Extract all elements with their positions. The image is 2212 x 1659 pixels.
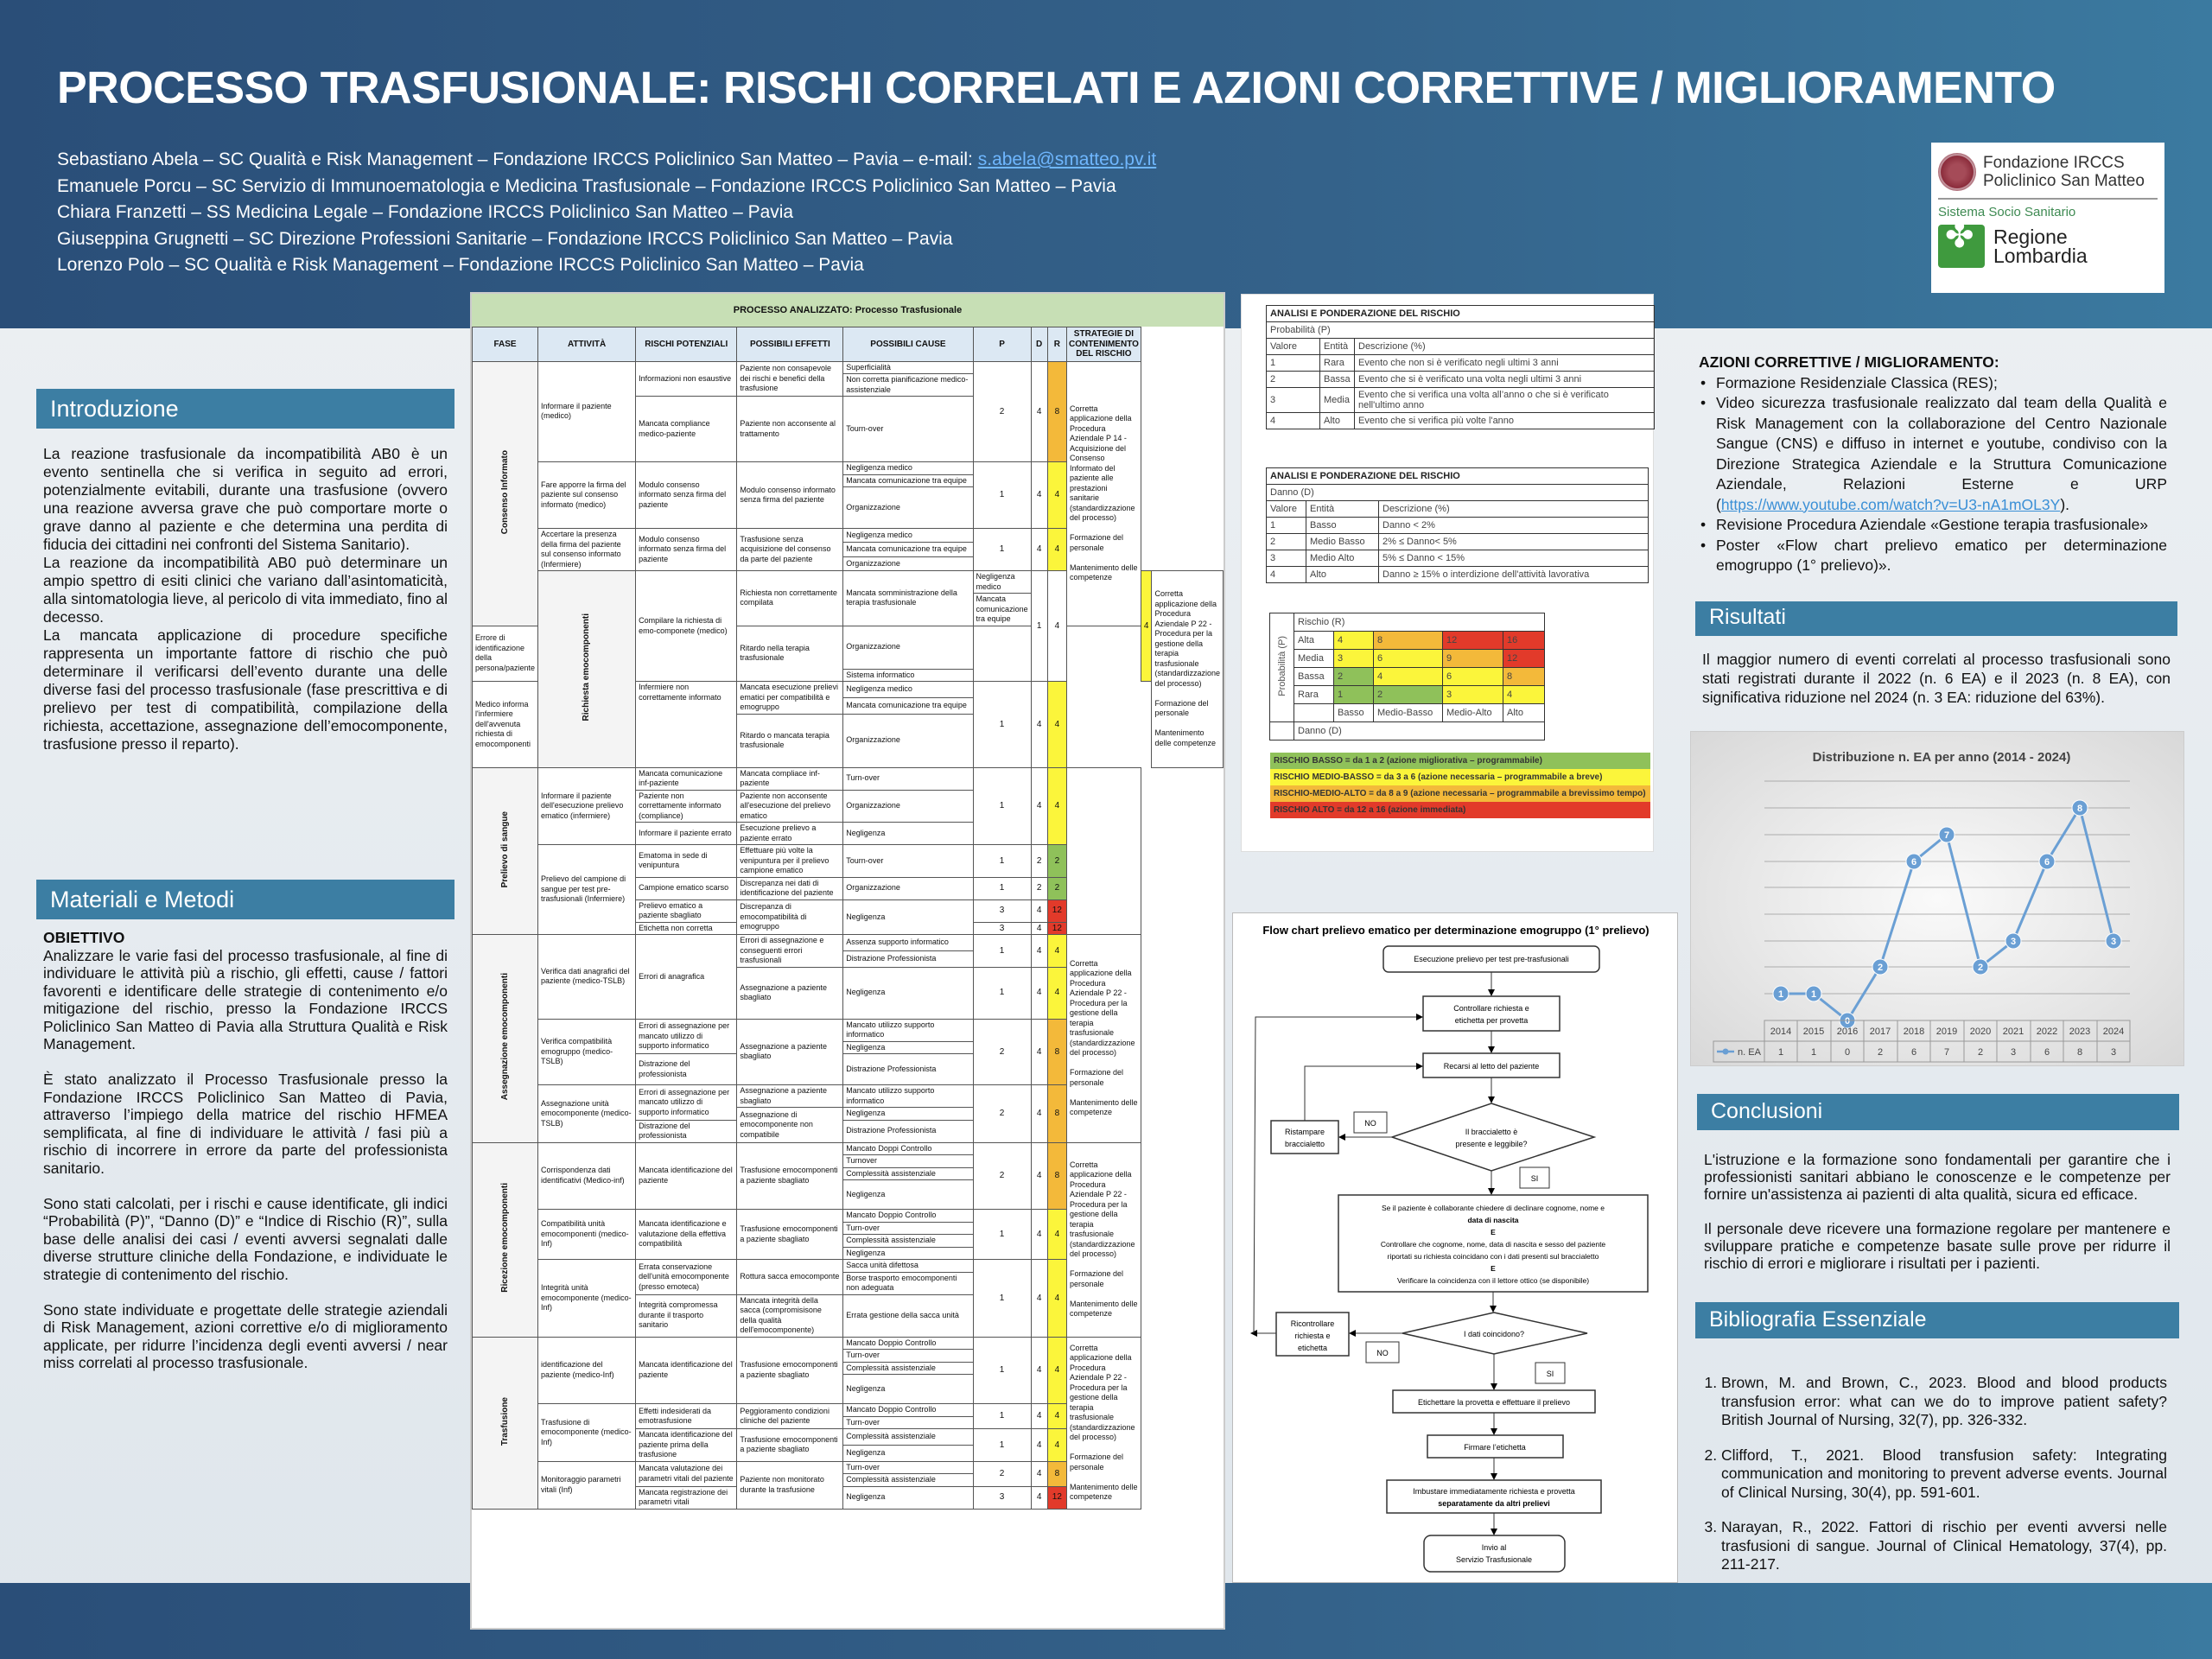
- table-row: Accertare la presenza della firma del paziente sul consenso informato (Infermiere) Modulo consenso informato senza firma del paziente Trasfusione senza acquisizione del consenso da parte del paziente Negligenza medico 1 4 4: [473, 529, 1224, 543]
- table-row: Negligenza: [473, 1445, 1224, 1461]
- svg-text:2017: 2017: [1869, 1027, 1891, 1037]
- table-row: Turn-over: [473, 1416, 1224, 1429]
- svg-text:2018: 2018: [1903, 1027, 1925, 1037]
- materiali-text: OBIETTIVO Analizzare le varie fasi del processo trasfusionale, al fine di individuare le attività più a rischio, gli effetti, cause / fattori favorenti e identificare delle strategie di contenimento e/o mitigazione del rischio, presso la Fondazione IRCCS Policlinico San Matteo di Pavia alla Struttura Qualità e Risk Management. È stato analizzato il Processo Trasfusionale presso la Fondazione IRCCS Policlinico San Matteo di Pavia, attraverso l’impiego della matrice del rischio HFMEA semplificata, al fine di individuare le attività / fasi più a rischio di incorrere in errore da parte del professionista sanitario. Sono stati calcolati, per i rischi e cause identificate, gli indici “Probabilità (P)”, “Danno (D)” e “Indice di Rischio (R)”, sulla base delle analisi dei casi / eventi avversi segnalati dalle diverse strutture cliniche della Fondazione, e individuate le strategie di contenimento del rischio. Sono state individuate e progettate delle strategie aziendali di Risk Management, azioni correttive e/o di miglioramento applicate, per ridurre l’incidenza degli eventi avversi / near miss correlati al processo trasfusionale.: [43, 929, 448, 1371]
- svg-text:Invio al: Invio al: [1481, 1543, 1507, 1552]
- table-row: Campione ematico scarso Discrepanza nei dati di identificazione del paziente Organizzazione 1 2 2: [473, 877, 1224, 899]
- reference-item: 3. Narayan, R., 2022. Fattori di rischio per eventi avversi nelle trasfusioni di sangue. Journal of Clinical Hematology, 37(4), pp. 211-217.: [1721, 1518, 2167, 1574]
- section-heading-introduzione: Introduzione: [36, 389, 454, 429]
- svg-text:presente e leggibile?: presente e leggibile?: [1455, 1140, 1528, 1148]
- table-row: Prelievo ematico a paziente sbagliato Discrepanza di emocompatibilità di emogruppo Negligenza 3 4 12: [473, 899, 1224, 922]
- svg-text:separatamente da altri preliev: separatamente da altri prelievi: [1438, 1499, 1550, 1508]
- risk-table: FASE ATTIVITÀ RISCHI POTENZIALI POSSIBILI EFFETTI POSSIBILI CAUSE P D R STRATEGIE DI CONTENIMENTO DEL RISCHIO Consenso Informato Informare il paziente (medico) Informazioni non esaustive Paziente non consapevole dei rischi e benefici della trasfusione Superficialità 2 4 8 Corretta applicazione della Procedura Aziendale P 14 - Acquisizione del Consenso Informato del paziente alle prestazioni sanitarie (standardizzazione del processo) Formazione del personale Mantenimento delle competenze Non corretta pianificazione medico-assistenziale Mancata compliance medico-paziente Paziente non acconsente al trattamento Tourn-over Fare apporre la firma del paziente sul consenso informato (medico) Modulo consenso informato senza firma del paziente Modulo consenso informato senza firma del paziente Negligenza medico 1 4 4 Mancata comunicazione tra equipe Organizzazione Accertare la presenza della firma del paziente sul consenso informato (Infermiere) Modulo consenso informato senza firma del paziente Trasfusione senza acquisizione del consenso da parte del paziente Negligenza medico 1 4 4 Mancata comunicazione tra equipe Organizzazione Richiesta emocomponenti Compilare la richiesta di emo-componete (medico) Richiesta non correttamente compilata Mancata somministrazione della terapia trasfusionale Negligenza medico 1 4 4 Corretta applicazione della Procedura Aziendale P 22 - Procedura per la gestione della terapia trasfusionale (standardizzazione del processo) Formazione del personale Mantenimento delle competenze Mancata comunicazione tra equipe Errore di identificazione della persona/paziente Ritardo nella terapia trasfusionale Organizzazione Sistema informatico Medico informa l'infermiere dell'avvenuta richiesta di emocomponenti Infermiere non correttamente informato Mancata esecuzione prelievi ematici per compatibilità e emogruppo Negligenza medico 1 4 4 Mancata comunicazione tra equipe Ritardo o mancata terapia trasfusionale Organizzazione Prelievo di sangue Informare il paziente dell'esecuzione prelievo ematico (infermiere) Mancata comunicazione inf-paziente Mancata compliace inf-paziente Turn-over 1 4 4 Paziente non correttamente informato (compliance) Paziente non acconsente all'esecuzione del prelievo ematico Organizzazione Informare il paziente errato Esecuzione prelievo a paziente errato Negligenza Prelievo del campione di sangue per test pre-trasfusionali (Infermiere) Ematoma in sede di venipuntura Effettuare più volte la venipuntura per il prelievo campione ematico Tourn-over 1 2 2 Campione ematico scarso Discrepanza nei dati di identificazione del paziente Organizzazione 1 2 2 Prelievo ematico a paziente sbagliato Discrepanza di emocompatibilità di emogruppo Negligenza 3 4 12 Etichetta non corretta 3 4 12 Assegnazione emocomponenti Verifica dati anagrafici del paziente (medico-TSLB) Errori di anagrafica Errori di assegnazione e conseguenti errori trasfusionali Assenza supporto informatico 1 4 4 Corretta applicazione della Procedura Aziendale P 22 - Procedura per la gestione della terapia trasfusionale (standardizzazione del processo) Formazione del personale Mantenimento delle competenze Distrazione Professionista Assegnazione a paziente sbagliato Negligenza 1 4 4 Verifica compatibilità emogruppo (medico-TSLB) Errori di assegnazione per mancato utilizzo di supporto informatico Assegnazione a paziente sbagliato Mancato utilizzo supporto informatico 2 4 8 Negligenza Distrazione del professionista Distrazione Professionista Assegnazione unità emocomponente (medico-TSLB) Errori di assegnazione per mancato utilizzo di supporto informatico Assegnazione a paziente sbagliato Mancato utilizzo supporto informatico 2 4 8 Assegnazione di emocomponente non compatibile Negligenza Distrazione del professionista Distrazione Professionista Ricezione emocomponenti Corrispondenza dati identificativi (Medico-inf) Mancata identificazione del paziente Trasfusione emocomponenti a paziente sbagliato Mancato Doppi Controllo 2 4 8 Corretta applicazione della Procedura Aziendale P 22 - Procedura per la gestione della terapia trasfusionale (standardizzazione del processo) Formazione del personale Mantenimento delle competenze Turnover Complessità assistenziale Negligenza Compatibilità unità emocomponenti (medico-Inf) Mancata identificazione e valutazione della effettiva compatibilità Trasfusione emocomponenti a paziente sbagliato Mancato Doppio Controllo 1 4 4 Turn-over Complessità assistenziale Negligenza Integrità unità emocomponente (medico-Inf) Errata conservazione dell'unità emocomponente (presso emoteca) Rottura sacca emocomponte Sacca unità difettosa 1 4 4 Borse trasporto emocomponenti non adeguata Integrità compromessa durante il trasporto sanitario Mancata integrità della sacca (compromisisone della qualità dell'emocomponente) Errata gestione della sacca unità Trasfusione identificazione del paziente (medico-Inf) Mancata identificazione del paziente Trasfusione emocomponenti a paziente sbagliato Mancato Doppio Controllo 1 4 4 Corretta applicazione della Procedura Aziendale P 22 - Procedura per la gestione della terapia trasfusionale (standardizzazione del processo) Formazione del personale Mantenimento delle competenze Turn-over Complessità assistenziale Negligenza Trasfusione di emocomponente (medico-Inf) Effetti indesiderati da emotrasfusione Peggioramento condizioni cliniche del paziente Mancato Doppio Controllo 1 4 4 Turn-over Mancata identificazione del paziente prima della trasfusione Trasfusione emocomponenti a paziente sbagliato Complessità assistenziale 1 4 4 Negligenza Monitoraggio parametri vitali (Inf) Mancata valutazione dei parametri vitali del paziente Paziente non monitorato durante la trasfusione Turn-over 2 4 8 Complessità assistenziale Mancata registrazione dei parametri vitali Negligenza 3 4 12: [472, 327, 1224, 1510]
- table-row: Complessità assistenziale: [473, 1235, 1224, 1248]
- regione-lombardia-icon: [1938, 225, 1985, 268]
- section-heading-conclusioni: Conclusioni: [1697, 1094, 2179, 1130]
- introduzione-text: La reazione trasfusionale da incompatibilità AB0 è un evento sentinella che si verifica in seguito ad errori, potenzialmente evitabili, durante una trasfusione (ovvero una reazione avversa grave che può comportare morte o grave danno al paziente e che determina una perdita di fiducia dei cittadini nei confronti del Sistema Sanitario). La reazione da incompatibilità AB0 può determinare un ampio spettro di esiti clinici che variano dall’asintomaticità, alla sintomatologia lieve, al pericolo di vita immediato, fino al decesso. La mancata applicazione di procedure specifiche rappresenta un importante fattore di rischio che può determinare il verificarsi dell’evento durante una delle diverse fasi del processo trasfusionale (fase prescrittiva e di prelievo per test di compatibilità, compilazione della richiesta, accettazione, assegnazione dell’emocomponente, trasfusione presso il reparto).: [43, 445, 448, 753]
- section-heading-risultati: Risultati: [1695, 601, 2177, 636]
- svg-text:6: 6: [1910, 857, 1917, 868]
- svg-text:riportati su richiesta coincid: riportati su richiesta coincidano con i dati presenti sul braccialetto: [1387, 1252, 1599, 1261]
- table-row: Complessità assistenziale: [473, 1474, 1224, 1487]
- table-row: Prelievo di sangue Informare il paziente dell'esecuzione prelievo ematico (infermiere) Mancata comunicazione inf-paziente Mancata compliace inf-paziente Turn-over 1 4 4: [473, 767, 1224, 790]
- line-chart: [1690, 731, 2184, 1066]
- svg-text:Controllare richiesta e: Controllare richiesta e: [1453, 1004, 1529, 1013]
- svg-text:7: 7: [1943, 1047, 1950, 1058]
- author-line: Lorenzo Polo – SC Qualità e Risk Management – Fondazione IRCCS Policlinico San Matteo – Pavia: [57, 255, 864, 275]
- author-line: Giuseppina Grugnetti – SC Direzione Professioni Sanitarie – Fondazione IRCCS Policlinico San Matteo – Pavia: [57, 228, 953, 249]
- table-row: Prelievo del campione di sangue per test pre-trasfusionali (Infermiere) Ematoma in sede di venipuntura Effettuare più volte la venipuntura per il prelievo campione ematico Tourn-over 1 2 2: [473, 845, 1224, 878]
- author-line: Chiara Franzetti – SS Medicina Legale – Fondazione IRCCS Policlinico San Matteo – Pavia: [57, 202, 794, 222]
- table-row: Turn-over: [473, 1222, 1224, 1235]
- svg-text:0: 0: [1844, 1016, 1851, 1027]
- svg-text:3: 3: [2110, 1047, 2117, 1058]
- table-row: Ritardo o mancata terapia trasfusionale Organizzazione: [473, 714, 1224, 767]
- list-item: • Poster «Flow chart prelievo ematico per determinazione emogruppo (1° prelievo)».: [1699, 536, 2167, 576]
- table-row: Non corretta pianificazione medico-assistenziale: [473, 374, 1224, 397]
- svg-text:Etichettare la provetta e effe: Etichettare la provetta e effettuare il prelievo: [1418, 1398, 1570, 1407]
- author-line: Emanuele Porcu – SC Servizio di Immunoematologia e Medicina Trasfusionale – Fondazione IRCCS Policlinico San Matteo – Pavia: [57, 175, 1116, 196]
- table-row: Mancata comunicazione tra equipe: [473, 474, 1224, 487]
- bibliography: [1699, 1374, 2167, 1591]
- svg-text:E: E: [1491, 1264, 1496, 1273]
- risultati-text: Il maggior numero di eventi correlati al processo trasfusionali sono stati registrati durante il 2022 (n. 6 EA) e il 2023 (n. 8 EA), con significativa riduzione nel 2024 (n. 3 EA: riduzione del 63%).: [1702, 651, 2171, 706]
- table-row: Organizzazione: [473, 556, 1224, 570]
- svg-text:E: E: [1491, 1228, 1496, 1236]
- svg-text:8: 8: [2076, 804, 2083, 814]
- svg-text:0: 0: [1844, 1047, 1851, 1058]
- table-row: Turnover: [473, 1155, 1224, 1168]
- svg-text:3: 3: [2010, 1047, 2017, 1058]
- table-row: Compatibilità unità emocomponenti (medico-Inf) Mancata identificazione e valutazione della effettiva compatibilità Trasfusione emocomponenti a paziente sbagliato Mancato Doppio Controllo 1 4 4: [473, 1210, 1224, 1223]
- svg-text:6: 6: [1910, 1047, 1917, 1058]
- table-row: Trasfusione di emocomponente (medico-Inf) Effetti indesiderati da emotrasfusione Peggioramento condizioni cliniche del paziente Mancato Doppio Controllo 1 4 4: [473, 1404, 1224, 1417]
- table-row: Verifica compatibilità emogruppo (medico-TSLB) Errori di assegnazione per mancato utilizzo di supporto informatico Assegnazione a paziente sbagliato Mancato utilizzo supporto informatico 2 4 8: [473, 1019, 1224, 1041]
- flowchart: [1232, 912, 1678, 1583]
- svg-text:Esecuzione prelievo per test p: Esecuzione prelievo per test pre-trasfusionali: [1414, 955, 1569, 963]
- svg-text:2014: 2014: [1770, 1027, 1792, 1037]
- email-link[interactable]: s.abela@smatteo.pv.it: [977, 149, 1157, 169]
- svg-text:I dati coincidono?: I dati coincidono?: [1463, 1330, 1525, 1338]
- svg-text:2016: 2016: [1836, 1027, 1859, 1037]
- poster-title: PROCESSO TRASFUSIONALE: RISCHI CORRELATI E AZIONI CORRETTIVE / MIGLIORAMENTO: [57, 63, 2056, 113]
- svg-text:1: 1: [1777, 989, 1784, 1000]
- table-row: Sistema informatico: [473, 669, 1224, 682]
- svg-text:2015: 2015: [1802, 1027, 1825, 1037]
- table-row: Paziente non correttamente informato (compliance) Paziente non acconsente all'esecuzione del prelievo ematico Organizzazione: [473, 790, 1224, 823]
- svg-text:1: 1: [1810, 989, 1817, 1000]
- risk-matrix: Probabilità (P) Rischio (R) Alta 4 8 12 16 Media 3 6 9 12 Bassa 2 4 6 8 Rara 1 2 3 4 Basso Medio-Basso Medio-Alto Alto Danno (D): [1269, 613, 1545, 741]
- svg-text:6: 6: [2044, 857, 2050, 868]
- table-row: Mancata compliance medico-paziente Paziente non acconsente al trattamento Tourn-over: [473, 397, 1224, 462]
- table-row: Negligenza: [473, 1041, 1224, 1054]
- table-row: Consenso Informato Informare il paziente (medico) Informazioni non esaustive Paziente non consapevole dei rischi e benefici della trasfusione Superficialità 2 4 8 Corretta applicazione della Procedura Aziendale P 14 - Acquisizione del Consenso Informato del paziente alle prestazioni sanitarie (standardizzazione del processo) Formazione del personale Mantenimento delle competenze: [473, 361, 1224, 374]
- table-row: Informare il paziente errato Esecuzione prelievo a paziente errato Negligenza: [473, 823, 1224, 845]
- table-row: Errore di identificazione della persona/paziente Ritardo nella terapia trasfusionale Organizzazione: [473, 626, 1224, 669]
- list-item: • Revisione Procedura Aziendale «Gestione terapia trasfusionale»: [1699, 515, 2167, 536]
- svg-text:Se il paziente è collaborante: Se il paziente è collaborante chiedere di declinare cognome, nome e: [1382, 1204, 1605, 1212]
- svg-text:Ristampare: Ristampare: [1284, 1128, 1325, 1136]
- reference-item: 2. Clifford, T., 2021. Blood transfusion safety: Integrating communication and monitoring to prevent adverse events. Journal of Clinical Nursing, 30(4), pp. 591-601.: [1721, 1446, 2167, 1503]
- svg-text:3: 3: [2110, 937, 2117, 947]
- svg-text:NO: NO: [1376, 1349, 1389, 1357]
- svg-text:SI: SI: [1546, 1370, 1554, 1378]
- authors-list: [57, 147, 1156, 279]
- svg-text:Il braccialetto è: Il braccialetto è: [1465, 1128, 1518, 1136]
- author-line: Sebastiano Abela – SC Qualità e Risk Management – Fondazione IRCCS Policlinico San Matteo – Pavia – e-mail: s.abela@smatteo.pv.it: [57, 149, 1157, 169]
- table-row: Assegnazione unità emocomponente (medico-TSLB) Errori di assegnazione per mancato utilizzo di supporto informatico Assegnazione a paziente sbagliato Mancato utilizzo supporto informatico 2 4 8: [473, 1085, 1224, 1108]
- table-row: Monitoraggio parametri vitali (Inf) Mancata valutazione dei parametri vitali del paziente Paziente non monitorato durante la trasfusione Turn-over 2 4 8: [473, 1461, 1224, 1474]
- table-row: Distrazione del professionista Distrazione Professionista: [473, 1054, 1224, 1085]
- table-row: Negligenza: [473, 1247, 1224, 1260]
- section-heading-materiali: Materiali e Metodi: [36, 880, 454, 919]
- table-row: Complessità assistenziale: [473, 1362, 1224, 1375]
- svg-text:Controllare che cognome, nome,: Controllare che cognome, nome, data di nascita e sesso del paziente: [1380, 1240, 1606, 1249]
- table-row: Assegnazione di emocomponente non compatibile Negligenza: [473, 1108, 1224, 1121]
- reference-item: 1. Brown, M. and Brown, C., 2023. Blood and blood products transfusion error: what can we do to improve patient safety? British Journal of Nursing, 32(7), pp. 326-332.: [1721, 1374, 2167, 1430]
- svg-text:Verificare la coincidenza con: Verificare la coincidenza con il lettore ottico (se disponibile): [1396, 1276, 1590, 1285]
- svg-text:2019: 2019: [1936, 1027, 1958, 1037]
- table-row: Trasfusione identificazione del paziente (medico-Inf) Mancata identificazione del paziente Trasfusione emocomponenti a paziente sbagliato Mancato Doppio Controllo 1 4 4 Corretta applicazione della Procedura Aziendale P 22 - Procedura per la gestione della terapia trasfusionale (standardizzazione del processo) Formazione del personale Mantenimento delle competenze: [473, 1337, 1224, 1350]
- table-row: Negligenza: [473, 1375, 1224, 1404]
- svg-text:2024: 2024: [2102, 1027, 2125, 1037]
- svg-text:1: 1: [1810, 1047, 1817, 1058]
- svg-text:2: 2: [1977, 1047, 1984, 1058]
- svg-text:2: 2: [1977, 963, 1984, 973]
- svg-text:Servizio Trasfusionale: Servizio Trasfusionale: [1455, 1555, 1533, 1564]
- svg-text:richiesta e: richiesta e: [1294, 1332, 1331, 1340]
- table-row: Fare apporre la firma del paziente sul consenso informato (medico) Modulo consenso informato senza firma del paziente Modulo consenso informato senza firma del paziente Negligenza medico 1 4 4: [473, 462, 1224, 475]
- svg-text:Imbustare immediatamente richi: Imbustare immediatamente richiesta e provetta: [1413, 1487, 1575, 1496]
- table-row: Distrazione del professionista Distrazione Professionista: [473, 1120, 1224, 1142]
- table-row: Assegnazione emocomponenti Verifica dati anagrafici del paziente (medico-TSLB) Errori di anagrafica Errori di assegnazione e conseguenti errori trasfusionali Assenza supporto informatico 1 4 4 Corretta applicazione della Procedura Aziendale P 22 - Procedura per la gestione della terapia trasfusionale (standardizzazione del processo) Formazione del personale Mantenimento delle competenze: [473, 935, 1224, 951]
- svg-text:etichetta: etichetta: [1297, 1344, 1328, 1352]
- table-row: Mancata comunicazione tra equipe: [473, 594, 1224, 626]
- svg-text:8: 8: [2076, 1047, 2083, 1058]
- seal-icon: [1938, 153, 1976, 191]
- svg-text:6: 6: [2044, 1047, 2050, 1058]
- table-row: Richiesta emocomponenti Compilare la richiesta di emo-componete (medico) Richiesta non correttamente compilata Mancata somministrazione della terapia trasfusionale Negligenza medico 1 4 4 Corretta applicazione della Procedura Aziendale P 22 - Procedura per la gestione della terapia trasfusionale (standardizzazione del processo) Formazione del personale Mantenimento delle competenze: [473, 571, 1224, 594]
- probability-table: ANALISI E PONDERAZIONE DEL RISCHIO Probabilità (P) Valore Entità Descrizione (%) 1 Rara Evento che non si è verificato negli ultimi 3 anni 2 Bassa Evento che si è verificato una volta negli ultimi 3 anni 3 Media Evento che si verifica una volta all’anno o che si è verificato nell'ultimo anno 4 Alto Evento che si verifica più volte l'anno: [1266, 305, 1655, 429]
- svg-text:2023: 2023: [2069, 1027, 2091, 1037]
- list-item: • Formazione Residenziale Classica (RES);: [1699, 373, 2167, 394]
- process-table-title: PROCESSO ANALIZZATO: Processo Trasfusionale: [472, 294, 1224, 327]
- azioni-correttive: AZIONI CORRETTIVE / MIGLIORAMENTO: • Formazione Residenziale Classica (RES); • Video sicurezza trasfusionale realizzato dal team della Qualità e Risk Management con la collaborazione del Centro Nazionale Sangue (CNS) e diffuso in internet e youtube, condiviso con la Direzione Strategica Aziendale e la Struttura Comunicazione Aziendale, Relazioni Esterne e URP (https://www.youtube.com/watch?v=U3-nA1mOL3Y). • Revisione Procedura Aziendale «Gestione terapia trasfusionale» • Poster «Flow chart prelievo ematico per determinazione emogruppo (1° prelievo)».: [1699, 353, 2167, 576]
- table-row: Borse trasporto emocomponenti non adeguata: [473, 1272, 1224, 1294]
- svg-text:2020: 2020: [1969, 1027, 1992, 1037]
- svg-text:1: 1: [1777, 1047, 1784, 1058]
- risk-weighting-card: [1241, 294, 1654, 852]
- svg-text:Recarsi al letto del paziente: Recarsi al letto del paziente: [1443, 1062, 1540, 1071]
- svg-text:braccialetto: braccialetto: [1284, 1140, 1325, 1148]
- list-item: • Video sicurezza trasfusionale realizzato dal team della Qualità e Risk Management con la collaborazione del Centro Nazionale Sangue (CNS) e diffuso in internet e youtube, condiviso con la Direzione Strategica Aziendale e la Struttura Comunicazione Aziendale, Relazioni Esterne e URP (https://www.youtube.com/watch?v=U3-nA1mOL3Y).: [1699, 393, 2167, 515]
- table-row: Mancata comunicazione tra equipe: [473, 697, 1224, 714]
- svg-text:Distribuzione n. EA per anno (: Distribuzione n. EA per anno (2014 - 2024): [1812, 750, 2071, 765]
- svg-text:2: 2: [1877, 963, 1884, 973]
- table-row: Distrazione Professionista: [473, 950, 1224, 967]
- table-row: Ricezione emocomponenti Corrispondenza dati identificativi (Medico-inf) Mancata identificazione del paziente Trasfusione emocomponenti a paziente sbagliato Mancato Doppi Controllo 2 4 8 Corretta applicazione della Procedura Aziendale P 22 - Procedura per la gestione della terapia trasfusionale (standardizzazione del processo) Formazione del personale Mantenimento delle competenze: [473, 1142, 1224, 1155]
- table-row: Complessità assistenziale: [473, 1167, 1224, 1180]
- svg-text:etichetta per provetta: etichetta per provetta: [1454, 1016, 1529, 1025]
- svg-text:SI: SI: [1530, 1174, 1539, 1183]
- svg-text:2: 2: [1877, 1047, 1884, 1058]
- svg-text:7: 7: [1943, 830, 1950, 841]
- svg-text:Ricontrollare: Ricontrollare: [1290, 1319, 1335, 1328]
- youtube-link[interactable]: https://www.youtube.com/watch?v=U3-nA1mOL3Y: [1720, 495, 2061, 513]
- table-row: Medico informa l'infermiere dell'avvenuta richiesta di emocomponenti Infermiere non correttamente informato Mancata esecuzione prelievi ematici per compatibilità e emogruppo Negligenza medico 1 4 4: [473, 682, 1224, 698]
- damage-table: ANALISI E PONDERAZIONE DEL RISCHIO Danno (D) Valore Entità Descrizione (%) 1 Basso Danno < 2% 2 Medio Basso 2% ≤ Danno< 5% 3 Medio Alto 5% ≤ Danno < 15% 4 Alto Danno ≥ 15% o interdizione dell'attività lavorativa: [1266, 467, 1649, 583]
- svg-text:Firmare l’etichetta: Firmare l’etichetta: [1464, 1443, 1526, 1452]
- table-row: Organizzazione: [473, 487, 1224, 529]
- svg-text:Flow chart prelievo ematico pe: Flow chart prelievo ematico per determinazione emogruppo (1° prelievo): [1262, 924, 1649, 937]
- table-row: Negligenza: [473, 1180, 1224, 1210]
- conclusioni-text: L'istruzione e la formazione sono fondamentali per garantire che i professionisti sanitari abbiano le conoscenze e le competenze per fornire un'assistenza ai pazienti di alta qualità, sicura ed efficace. Il personale deve ricevere una formazione regolare per mantenere e sviluppare pratiche e competenze basate sulle prove per ridurre il rischio di errori e migliorare i risultati per i pazienti.: [1704, 1151, 2171, 1272]
- section-heading-bibliografia: Bibliografia Essenziale: [1695, 1302, 2179, 1338]
- table-row: Assegnazione a paziente sbagliato Negligenza 1 4 4: [473, 967, 1224, 1019]
- institution-logo: Fondazione IRCCS Policlinico San Matteo Sistema Socio Sanitario ✤ Regione Lombardia: [1931, 143, 2164, 293]
- table-row: Mancata identificazione del paziente prima della trasfusione Trasfusione emocomponenti a paziente sbagliato Complessità assistenziale 1 4 4: [473, 1429, 1224, 1446]
- svg-text:n. EA: n. EA: [1738, 1047, 1761, 1058]
- risk-legend: RISCHIO BASSO = da 1 a 2 (azione migliorativa – programmabile) RISCHIO MEDIO-BASSO = da 3 a 6 (azione necessaria – programmabile a breve) RISCHIO-MEDIO-ALTO = da 8 a 9 (azione necessaria – programmabile a brevissimo tempo) RISCHIO ALTO = da 12 a 16 (azione immediata): [1270, 753, 1650, 818]
- table-row: Mancata registrazione dei parametri vitali Negligenza 3 4 12: [473, 1486, 1224, 1509]
- table-row: Turn-over: [473, 1350, 1224, 1363]
- table-row: Etichetta non corretta 3 4 12: [473, 922, 1224, 935]
- svg-text:2021: 2021: [2002, 1027, 2024, 1037]
- table-row: Integrità compromessa durante il trasporto sanitario Mancata integrità della sacca (compromisisone della qualità dell'emocomponente) Errata gestione della sacca unità: [473, 1294, 1224, 1337]
- process-risk-table: [470, 292, 1225, 1630]
- svg-text:2022: 2022: [2036, 1027, 2058, 1037]
- svg-text:NO: NO: [1364, 1119, 1376, 1128]
- svg-text:data di nascita: data di nascita: [1467, 1216, 1519, 1224]
- table-row: Integrità unità emocomponente (medico-Inf) Errata conservazione dell'unità emocomponente (presso emoteca) Rottura sacca emocomponte Sacca unità difettosa 1 4 4: [473, 1260, 1224, 1273]
- table-row: Mancata comunicazione tra equipe: [473, 543, 1224, 556]
- svg-text:3: 3: [2010, 937, 2017, 947]
